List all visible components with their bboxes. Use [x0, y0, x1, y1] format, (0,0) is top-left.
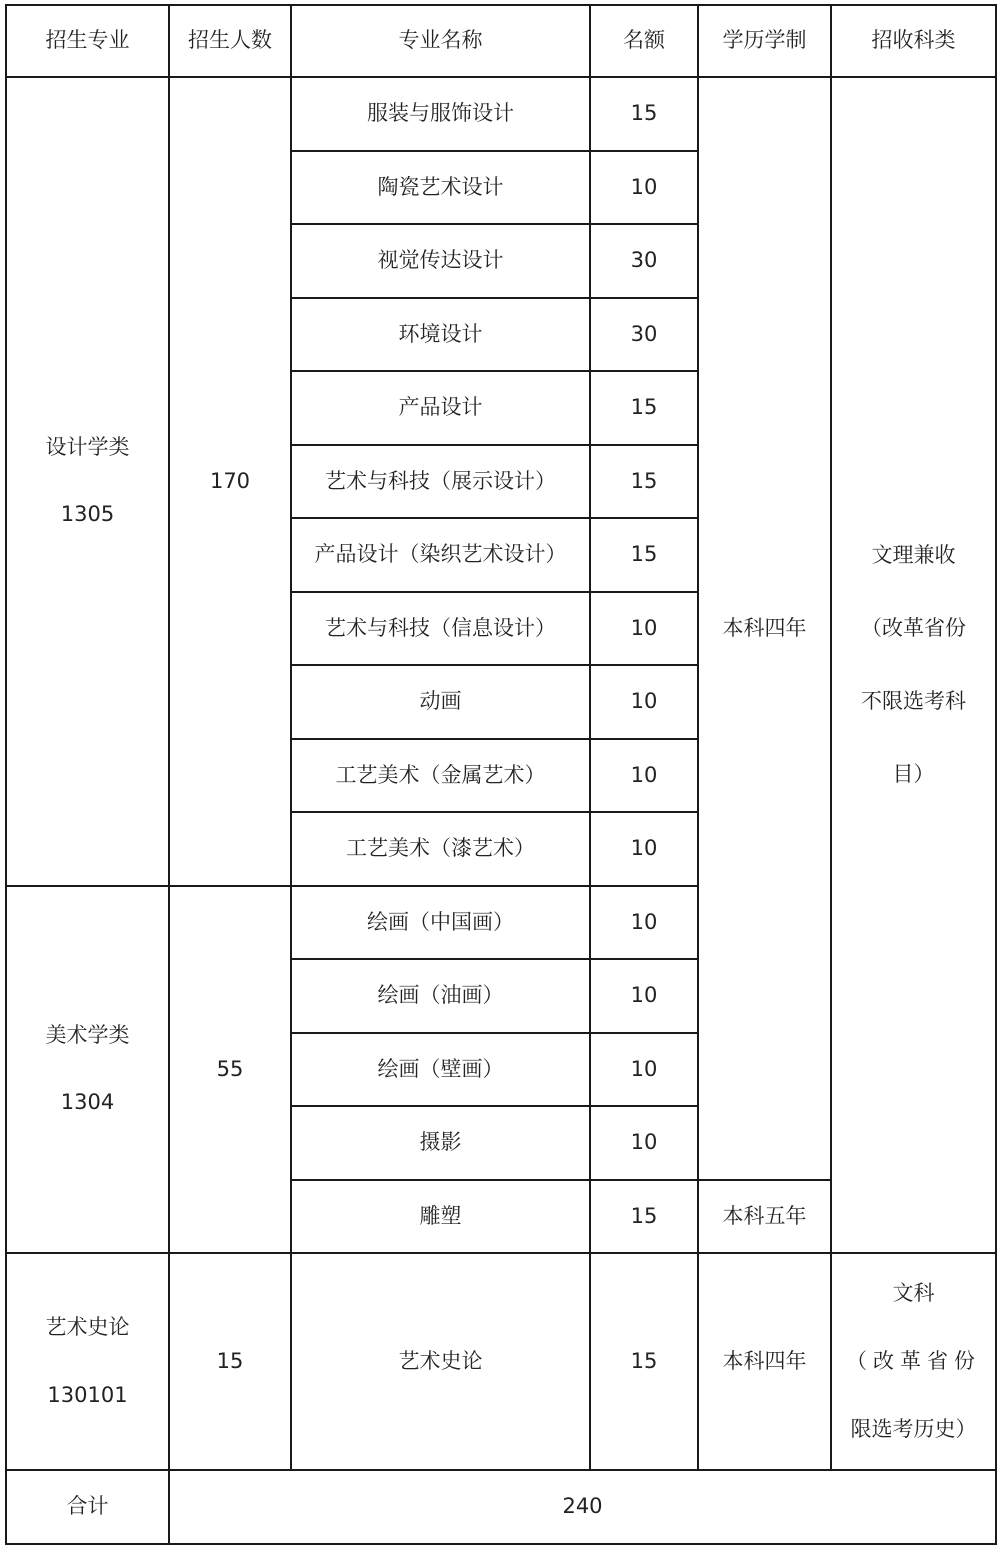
major-quota: 10	[590, 886, 698, 960]
major-quota: 10	[590, 592, 698, 666]
major-quota: 10	[590, 959, 698, 1033]
header-major-name: 专业名称	[291, 5, 590, 77]
major-quota: 30	[590, 224, 698, 298]
enrollment-cell-art-history: 15	[169, 1253, 291, 1470]
major-name: 环境设计	[291, 298, 590, 372]
group-label-art-history	[7, 1315, 168, 1407]
group-label-fine-arts	[7, 1023, 168, 1115]
table-row	[6, 77, 996, 151]
major-name: 工艺美术（漆艺术）	[291, 812, 590, 886]
major-name: 陶瓷艺术设计	[291, 151, 590, 225]
group-cell-art-history	[6, 1253, 169, 1470]
admissions-table	[5, 4, 997, 1545]
category-line: 目）	[892, 762, 935, 787]
duration-cell-art-history: 本科四年	[698, 1253, 831, 1470]
total-label: 合计	[6, 1470, 169, 1544]
header-enrollment: 招生人数	[169, 5, 291, 77]
header-quota: 名额	[590, 5, 698, 77]
major-name: 摄影	[291, 1106, 590, 1180]
major-name: 绘画（油画）	[291, 959, 590, 1033]
major-quota: 15	[590, 371, 698, 445]
header-category: 招收科类	[831, 5, 996, 77]
major-name: 服装与服饰设计	[291, 77, 590, 151]
category-cell-general	[831, 77, 996, 1253]
header-duration: 学历学制	[698, 5, 831, 77]
group-code: 130101	[47, 1382, 128, 1407]
group-label-design	[7, 435, 168, 527]
major-quota: 10	[590, 151, 698, 225]
major-name: 艺术与科技（信息设计）	[291, 592, 590, 666]
major-name: 产品设计（染织艺术设计）	[291, 518, 590, 592]
major-name: 工艺美术（金属艺术）	[291, 739, 590, 813]
major-name: 雕塑	[291, 1180, 590, 1254]
major-quota: 10	[590, 739, 698, 813]
major-name: 产品设计	[291, 371, 590, 445]
major-quota: 10	[590, 1106, 698, 1180]
group-name: 设计学类	[45, 435, 130, 460]
group-name: 美术学类	[45, 1023, 130, 1048]
major-name: 绘画（中国画）	[291, 886, 590, 960]
total-value: 240	[169, 1470, 996, 1544]
category-line: 限选考历史）	[850, 1417, 977, 1442]
group-code: 1304	[60, 1090, 115, 1115]
major-quota: 15	[590, 445, 698, 519]
major-quota: 10	[590, 1033, 698, 1107]
duration-cell-four-years: 本科四年	[698, 77, 831, 1180]
major-quota: 10	[590, 665, 698, 739]
category-general-text	[832, 543, 995, 788]
major-quota: 15	[590, 518, 698, 592]
major-quota: 15	[590, 77, 698, 151]
header-row	[6, 5, 996, 77]
enrollment-cell-fine-arts: 55	[169, 886, 291, 1254]
category-line: （改革省份	[846, 1348, 981, 1373]
category-art-history-text	[832, 1281, 995, 1443]
major-quota: 30	[590, 298, 698, 372]
major-name: 动画	[291, 665, 590, 739]
header-major-group: 招生专业	[6, 5, 169, 77]
category-cell-art-history	[831, 1253, 996, 1470]
category-line: 文理兼收	[871, 542, 956, 567]
group-code: 1305	[60, 502, 115, 527]
major-quota: 15	[590, 1180, 698, 1254]
total-row	[6, 1470, 996, 1544]
category-line: （改革省份	[861, 615, 966, 640]
table-row	[6, 1253, 996, 1470]
group-cell-design	[6, 77, 169, 886]
major-quota: 10	[590, 812, 698, 886]
category-line: 不限选考科	[861, 689, 966, 713]
group-cell-fine-arts	[6, 886, 169, 1254]
major-name: 视觉传达设计	[291, 224, 590, 298]
major-name: 艺术与科技（展示设计）	[291, 445, 590, 519]
major-quota: 15	[590, 1253, 698, 1470]
major-name: 绘画（壁画）	[291, 1033, 590, 1107]
duration-cell-five-years: 本科五年	[698, 1180, 831, 1254]
major-name: 艺术史论	[291, 1253, 590, 1470]
enrollment-cell-design: 170	[169, 77, 291, 886]
category-line: 文科	[892, 1280, 935, 1305]
group-name: 艺术史论	[45, 1315, 130, 1340]
